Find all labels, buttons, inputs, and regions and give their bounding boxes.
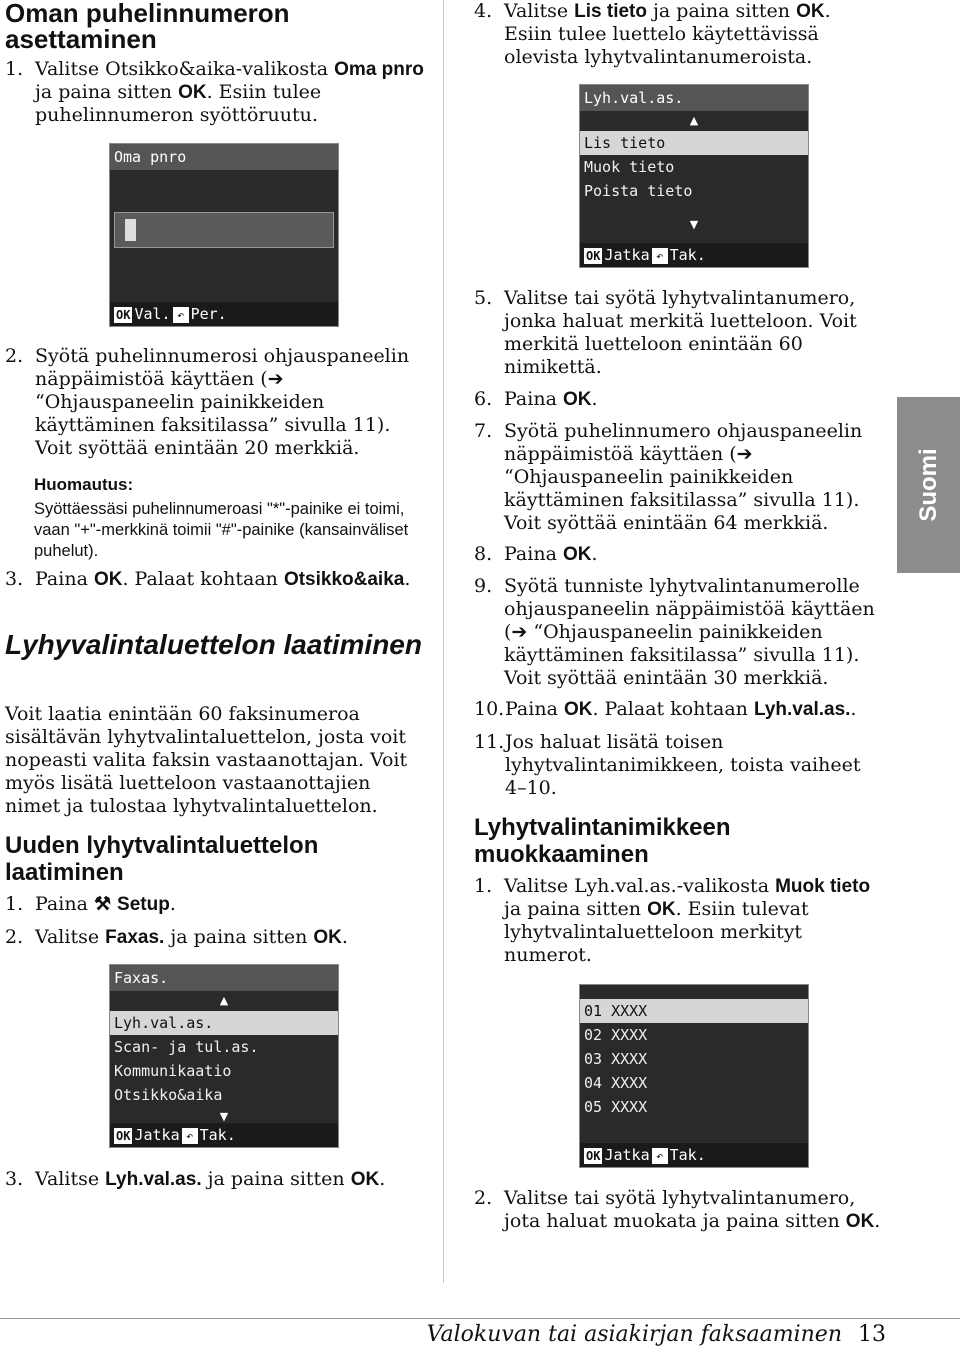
menu-item-edit-entry[interactable]: Muok tieto (584, 158, 675, 176)
step-number: 7. (474, 420, 493, 442)
wrench-icon: ⚒ (93, 894, 111, 915)
step-text: Paina OK. (504, 388, 598, 410)
back-key-icon: ↶ (173, 307, 189, 323)
scroll-up-icon: ▲ (219, 994, 229, 1007)
text-cursor (125, 219, 136, 241)
ok-key-icon: OK (116, 1129, 131, 1143)
step-9-new-list (474, 575, 884, 690)
step-number: 2. (5, 345, 24, 367)
step-text: Valitse Lis tieto ja paina sitten OK. Esiin tulee luettelo käytettävissä olevista lyhytvalintanumeroista. (504, 0, 831, 68)
step-2-edit-entry (474, 1187, 884, 1233)
page-number: 13 (858, 1322, 886, 1347)
language-tab (897, 397, 960, 573)
step-number: 2. (474, 1187, 493, 1209)
step-10-new-list (474, 698, 884, 721)
step-1-new-list (5, 893, 425, 916)
step-3-new-list (5, 1168, 425, 1191)
step-6-new-list (474, 388, 884, 411)
step-text: Paina ⚒ Setup. (35, 893, 176, 915)
step-number: 1. (5, 893, 24, 915)
step-text: Syötä tunniste lyhytvalintanumerolle ohjauspaneelin näppäimistöä käyttäen (➔ “Ohjauspaneelin painikkeiden käyttäminen faksitilassa” sivulla 11). Voit syöttää enintään 30 merkkiä. (504, 575, 875, 689)
note-text: Syöttäessäsi puhelinnumeroasi "*"-painike ei toimi, vaan "+"-merkkinä toimii "#"-painike (kansainväliset puhelut). (34, 500, 409, 560)
footer-title: Valokuvan tai asiakirjan faksaaminen (426, 1322, 842, 1347)
subsection-title-edit-entry: Lyhytvalintanimikkeen muokkaaminen (474, 814, 731, 868)
scroll-up-icon: ▲ (689, 114, 699, 127)
back-key-icon: ↶ (652, 248, 668, 264)
step-text: Syötä puhelinnumero ohjauspaneelin näppäimistöä käyttäen (➔ “Ohjauspaneelin painikkeiden käyttäminen faksitilassa” sivulla 11). Voit syöttää enintään 64 merkkiä. (504, 420, 863, 534)
back-key-icon: ↶ (182, 1128, 198, 1144)
scroll-down-icon: ▼ (689, 218, 699, 231)
menu-item-add-entry[interactable]: Lis tieto (580, 131, 808, 155)
step-number: 1. (474, 875, 493, 897)
menu-item-scan-print[interactable]: Scan- ja tul.as. (114, 1038, 259, 1056)
step-8-new-list (474, 543, 884, 566)
step-11-new-list (474, 731, 884, 800)
step-number: 4. (474, 0, 493, 22)
step-number: 8. (474, 543, 493, 565)
number-input-field[interactable] (114, 212, 334, 248)
scroll-down-icon: ▼ (219, 1110, 229, 1123)
step-text: Valitse Lyh.val.as. ja paina sitten OK. (35, 1168, 386, 1190)
step-text: Jos haluat lisätä toisen lyhytvalintanimikkeen, toista vaiheet 4–10. (505, 731, 861, 799)
step-text: Paina OK. Palaat kohtaan Otsikko&aika. (35, 568, 411, 590)
step-3-own-number (5, 568, 425, 591)
lcd-footer: OK Jatka ↶ Tak. (580, 243, 808, 267)
step-2-own-number (5, 345, 425, 460)
column-divider (443, 0, 444, 1283)
step-text: Valitse Otsikko&aika-valikosta Oma pnro ja paina sitten OK. Esiin tulee puhelinnumeron syöttöruutu. (35, 58, 424, 126)
lcd-footer: OK Jatka ↶ Tak. (580, 1143, 808, 1167)
menu-item-delete-entry[interactable]: Poista tieto (584, 182, 693, 200)
step-2-new-list (5, 926, 425, 949)
step-text: Valitse tai syötä lyhytvalintanumero, jota haluat muokata ja paina sitten OK. (504, 1187, 881, 1232)
step-number: 3. (5, 1168, 24, 1190)
step-number: 2. (5, 926, 24, 948)
note-block (34, 474, 429, 562)
step-number: 10. (474, 698, 505, 720)
step-text: Syötä puhelinnumerosi ohjauspaneelin näppäimistöä käyttäen (➔ “Ohjauspaneelin painikkeiden käyttäminen faksitilassa” sivulla 11). Voit syöttää enintään 20 merkkiä. (35, 345, 410, 459)
ok-key-icon: OK (116, 308, 131, 322)
footer-rule (0, 1318, 960, 1319)
language-tab-label: Suomi (914, 448, 942, 522)
step-4-new-list (474, 0, 884, 69)
step-number: 3. (5, 568, 24, 590)
step-text: Paina OK. Palaat kohtaan Lyh.val.as.. (505, 698, 857, 720)
section-title-own-number: Oman puhelinnumeron asettaminen (5, 0, 290, 54)
menu-item-speed-dial[interactable]: Lyh.val.as. (110, 1011, 338, 1035)
menu-item-header-time[interactable]: Otsikko&aika (114, 1086, 223, 1104)
back-key-icon: ↶ (652, 1148, 668, 1164)
list-item[interactable]: 05 XXXX (584, 1098, 648, 1116)
section-title-speed-dial: Lyhyvalintaluettelon laatiminen (5, 629, 422, 660)
lcd-footer: OK Jatka ↶ Tak. (110, 1123, 338, 1147)
step-number: 5. (474, 287, 493, 309)
step-text: Paina OK. (504, 543, 598, 565)
step-text: Valitse Lyh.val.as.-valikosta Muok tieto ja paina sitten OK. Esiin tulevat lyhytvalintaluetteloon merkityt numerot. (504, 875, 871, 966)
intro-paragraph: Voit laatia enintään 60 faksinumeroa sisältävän lyhytvalintaluettelon, josta voit nopeasti valita faksin vastaanottajan. Voit myös lisätä luetteloon vastaanottajien nimet ja tulostaa lyhytvalintaluettelon. (5, 703, 408, 817)
subsection-title-new-list: Uuden lyhytvalintaluettelon laatiminen (5, 832, 319, 886)
step-text: Valitse tai syötä lyhytvalintanumero, jonka haluat merkitä luetteloon. Voit merkitä luetteloon enintään 60 nimikettä. (504, 287, 857, 378)
lcd-screen-fax-menu (109, 964, 339, 1148)
step-1-own-number (5, 58, 425, 127)
step-5-new-list (474, 287, 884, 379)
lcd-screen-own-number (109, 143, 339, 327)
step-number: 6. (474, 388, 493, 410)
note-title: Huomautus: (34, 475, 134, 494)
list-item[interactable]: 01 XXXX (580, 999, 808, 1023)
lcd-title: Lyh.val.as. (580, 85, 808, 111)
menu-item-communication[interactable]: Kommunikaatio (114, 1062, 232, 1080)
list-item[interactable]: 04 XXXX (584, 1074, 648, 1092)
step-1-edit-entry (474, 875, 884, 967)
ok-key-icon: OK (586, 249, 601, 263)
lcd-title: Faxas. (110, 965, 338, 991)
ok-key-icon: OK (586, 1149, 601, 1163)
lcd-footer: OK Val. ↶ Per. (110, 302, 338, 326)
step-number: 11. (474, 731, 505, 753)
step-7-new-list (474, 420, 884, 535)
list-item[interactable]: 02 XXXX (584, 1026, 648, 1044)
step-text: Valitse Faxas. ja paina sitten OK. (35, 926, 348, 948)
list-item[interactable]: 03 XXXX (584, 1050, 648, 1068)
lcd-title: Oma pnro (110, 144, 338, 170)
lcd-screen-speed-dial-list (579, 984, 809, 1168)
step-number: 1. (5, 58, 24, 80)
step-number: 9. (474, 575, 493, 597)
lcd-screen-speed-dial-menu (579, 84, 809, 268)
